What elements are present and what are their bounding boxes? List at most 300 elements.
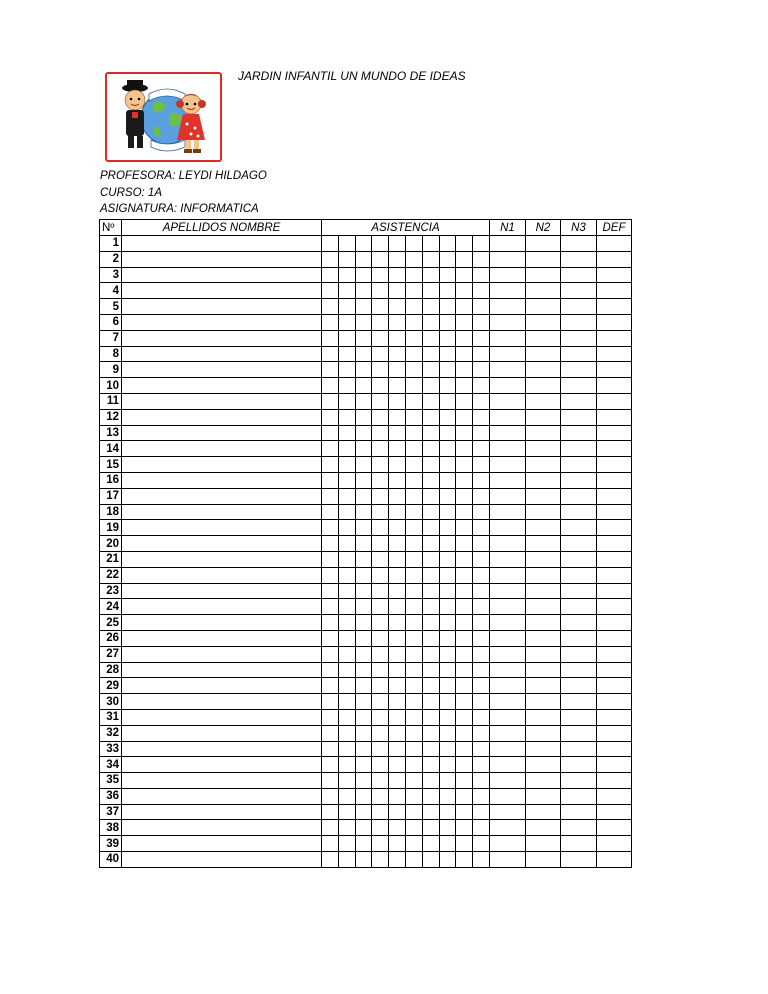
attendance-cell[interactable] xyxy=(405,662,422,678)
attendance-cell[interactable] xyxy=(456,457,473,473)
grade-n1-cell[interactable] xyxy=(489,852,525,868)
attendance-cell[interactable] xyxy=(422,314,439,330)
attendance-cell[interactable] xyxy=(405,378,422,394)
attendance-cell[interactable] xyxy=(389,551,406,567)
grade-n1-cell[interactable] xyxy=(489,788,525,804)
grade-n3-cell[interactable] xyxy=(560,267,596,283)
attendance-cell[interactable] xyxy=(439,425,456,441)
attendance-cell[interactable] xyxy=(389,662,406,678)
attendance-cell[interactable] xyxy=(405,472,422,488)
grade-n1-cell[interactable] xyxy=(489,836,525,852)
attendance-cell[interactable] xyxy=(439,804,456,820)
student-name-cell[interactable] xyxy=(122,393,322,409)
attendance-cell[interactable] xyxy=(405,773,422,789)
student-name-cell[interactable] xyxy=(122,615,322,631)
attendance-cell[interactable] xyxy=(338,551,355,567)
grade-n2-cell[interactable] xyxy=(525,741,560,757)
attendance-cell[interactable] xyxy=(439,599,456,615)
attendance-cell[interactable] xyxy=(372,646,389,662)
attendance-cell[interactable] xyxy=(355,678,372,694)
attendance-cell[interactable] xyxy=(422,788,439,804)
attendance-cell[interactable] xyxy=(473,283,490,299)
grade-n3-cell[interactable] xyxy=(560,694,596,710)
grade-n2-cell[interactable] xyxy=(525,615,560,631)
attendance-cell[interactable] xyxy=(456,804,473,820)
grade-def-cell[interactable] xyxy=(596,393,631,409)
grade-n3-cell[interactable] xyxy=(560,709,596,725)
grade-n3-cell[interactable] xyxy=(560,536,596,552)
attendance-cell[interactable] xyxy=(456,836,473,852)
attendance-cell[interactable] xyxy=(338,472,355,488)
grade-n3-cell[interactable] xyxy=(560,599,596,615)
attendance-cell[interactable] xyxy=(322,820,339,836)
attendance-cell[interactable] xyxy=(473,314,490,330)
attendance-cell[interactable] xyxy=(456,520,473,536)
attendance-cell[interactable] xyxy=(372,757,389,773)
attendance-cell[interactable] xyxy=(322,852,339,868)
attendance-cell[interactable] xyxy=(372,251,389,267)
attendance-cell[interactable] xyxy=(473,567,490,583)
grade-n3-cell[interactable] xyxy=(560,725,596,741)
student-name-cell[interactable] xyxy=(122,773,322,789)
attendance-cell[interactable] xyxy=(422,709,439,725)
student-name-cell[interactable] xyxy=(122,757,322,773)
attendance-cell[interactable] xyxy=(389,267,406,283)
attendance-cell[interactable] xyxy=(322,314,339,330)
grade-n2-cell[interactable] xyxy=(525,773,560,789)
attendance-cell[interactable] xyxy=(372,599,389,615)
attendance-cell[interactable] xyxy=(338,236,355,252)
attendance-cell[interactable] xyxy=(389,488,406,504)
attendance-cell[interactable] xyxy=(439,472,456,488)
attendance-cell[interactable] xyxy=(456,615,473,631)
attendance-cell[interactable] xyxy=(355,615,372,631)
student-name-cell[interactable] xyxy=(122,646,322,662)
grade-def-cell[interactable] xyxy=(596,567,631,583)
attendance-cell[interactable] xyxy=(422,441,439,457)
attendance-cell[interactable] xyxy=(355,646,372,662)
grade-n1-cell[interactable] xyxy=(489,662,525,678)
grade-n2-cell[interactable] xyxy=(525,536,560,552)
grade-n1-cell[interactable] xyxy=(489,551,525,567)
grade-def-cell[interactable] xyxy=(596,314,631,330)
grade-n3-cell[interactable] xyxy=(560,820,596,836)
attendance-cell[interactable] xyxy=(389,804,406,820)
attendance-cell[interactable] xyxy=(473,615,490,631)
student-name-cell[interactable] xyxy=(122,457,322,473)
attendance-cell[interactable] xyxy=(389,330,406,346)
attendance-cell[interactable] xyxy=(338,299,355,315)
attendance-cell[interactable] xyxy=(439,283,456,299)
attendance-cell[interactable] xyxy=(355,393,372,409)
attendance-cell[interactable] xyxy=(322,457,339,473)
attendance-cell[interactable] xyxy=(355,551,372,567)
attendance-cell[interactable] xyxy=(338,378,355,394)
grade-n1-cell[interactable] xyxy=(489,694,525,710)
grade-n3-cell[interactable] xyxy=(560,409,596,425)
attendance-cell[interactable] xyxy=(322,330,339,346)
attendance-cell[interactable] xyxy=(372,804,389,820)
grade-def-cell[interactable] xyxy=(596,362,631,378)
attendance-cell[interactable] xyxy=(338,393,355,409)
attendance-cell[interactable] xyxy=(473,393,490,409)
grade-def-cell[interactable] xyxy=(596,520,631,536)
attendance-cell[interactable] xyxy=(322,836,339,852)
attendance-cell[interactable] xyxy=(422,346,439,362)
attendance-cell[interactable] xyxy=(322,773,339,789)
attendance-cell[interactable] xyxy=(372,662,389,678)
attendance-cell[interactable] xyxy=(338,267,355,283)
attendance-cell[interactable] xyxy=(355,709,372,725)
attendance-cell[interactable] xyxy=(322,694,339,710)
attendance-cell[interactable] xyxy=(439,362,456,378)
attendance-cell[interactable] xyxy=(338,251,355,267)
attendance-cell[interactable] xyxy=(372,283,389,299)
grade-n2-cell[interactable] xyxy=(525,267,560,283)
attendance-cell[interactable] xyxy=(322,567,339,583)
student-name-cell[interactable] xyxy=(122,836,322,852)
attendance-cell[interactable] xyxy=(439,615,456,631)
attendance-cell[interactable] xyxy=(405,425,422,441)
attendance-cell[interactable] xyxy=(456,536,473,552)
attendance-cell[interactable] xyxy=(389,251,406,267)
grade-n3-cell[interactable] xyxy=(560,773,596,789)
attendance-cell[interactable] xyxy=(372,236,389,252)
attendance-cell[interactable] xyxy=(422,804,439,820)
attendance-cell[interactable] xyxy=(389,346,406,362)
grade-n3-cell[interactable] xyxy=(560,583,596,599)
attendance-cell[interactable] xyxy=(405,599,422,615)
grade-n2-cell[interactable] xyxy=(525,694,560,710)
attendance-cell[interactable] xyxy=(355,520,372,536)
attendance-cell[interactable] xyxy=(372,836,389,852)
attendance-cell[interactable] xyxy=(389,820,406,836)
attendance-cell[interactable] xyxy=(322,283,339,299)
attendance-cell[interactable] xyxy=(473,267,490,283)
attendance-cell[interactable] xyxy=(372,362,389,378)
attendance-cell[interactable] xyxy=(322,599,339,615)
grade-n2-cell[interactable] xyxy=(525,662,560,678)
grade-def-cell[interactable] xyxy=(596,236,631,252)
grade-n2-cell[interactable] xyxy=(525,520,560,536)
attendance-cell[interactable] xyxy=(456,393,473,409)
grade-n1-cell[interactable] xyxy=(489,378,525,394)
attendance-cell[interactable] xyxy=(338,425,355,441)
attendance-cell[interactable] xyxy=(322,788,339,804)
attendance-cell[interactable] xyxy=(338,520,355,536)
attendance-cell[interactable] xyxy=(422,472,439,488)
attendance-cell[interactable] xyxy=(456,362,473,378)
attendance-cell[interactable] xyxy=(322,488,339,504)
grade-n3-cell[interactable] xyxy=(560,741,596,757)
student-name-cell[interactable] xyxy=(122,709,322,725)
attendance-cell[interactable] xyxy=(439,836,456,852)
grade-n1-cell[interactable] xyxy=(489,283,525,299)
attendance-cell[interactable] xyxy=(422,852,439,868)
attendance-cell[interactable] xyxy=(355,741,372,757)
student-name-cell[interactable] xyxy=(122,820,322,836)
attendance-cell[interactable] xyxy=(405,441,422,457)
attendance-cell[interactable] xyxy=(338,709,355,725)
student-name-cell[interactable] xyxy=(122,330,322,346)
attendance-cell[interactable] xyxy=(439,788,456,804)
attendance-cell[interactable] xyxy=(355,425,372,441)
attendance-cell[interactable] xyxy=(322,472,339,488)
grade-n1-cell[interactable] xyxy=(489,520,525,536)
attendance-cell[interactable] xyxy=(473,551,490,567)
attendance-cell[interactable] xyxy=(355,820,372,836)
student-name-cell[interactable] xyxy=(122,504,322,520)
attendance-cell[interactable] xyxy=(372,441,389,457)
attendance-cell[interactable] xyxy=(439,709,456,725)
grade-n2-cell[interactable] xyxy=(525,725,560,741)
attendance-cell[interactable] xyxy=(338,362,355,378)
attendance-cell[interactable] xyxy=(322,520,339,536)
grade-n2-cell[interactable] xyxy=(525,678,560,694)
attendance-cell[interactable] xyxy=(456,504,473,520)
grade-def-cell[interactable] xyxy=(596,852,631,868)
student-name-cell[interactable] xyxy=(122,678,322,694)
attendance-cell[interactable] xyxy=(456,346,473,362)
attendance-cell[interactable] xyxy=(439,852,456,868)
attendance-cell[interactable] xyxy=(372,852,389,868)
grade-n1-cell[interactable] xyxy=(489,804,525,820)
attendance-cell[interactable] xyxy=(389,741,406,757)
grade-def-cell[interactable] xyxy=(596,330,631,346)
grade-n2-cell[interactable] xyxy=(525,330,560,346)
attendance-cell[interactable] xyxy=(439,757,456,773)
attendance-cell[interactable] xyxy=(338,330,355,346)
attendance-cell[interactable] xyxy=(439,567,456,583)
student-name-cell[interactable] xyxy=(122,362,322,378)
attendance-cell[interactable] xyxy=(372,520,389,536)
grade-n3-cell[interactable] xyxy=(560,630,596,646)
attendance-cell[interactable] xyxy=(338,836,355,852)
attendance-cell[interactable] xyxy=(439,488,456,504)
attendance-cell[interactable] xyxy=(322,630,339,646)
attendance-cell[interactable] xyxy=(355,757,372,773)
attendance-cell[interactable] xyxy=(389,314,406,330)
grade-n1-cell[interactable] xyxy=(489,583,525,599)
grade-def-cell[interactable] xyxy=(596,551,631,567)
attendance-cell[interactable] xyxy=(456,441,473,457)
attendance-cell[interactable] xyxy=(372,694,389,710)
grade-n2-cell[interactable] xyxy=(525,393,560,409)
attendance-cell[interactable] xyxy=(456,773,473,789)
attendance-cell[interactable] xyxy=(338,599,355,615)
attendance-cell[interactable] xyxy=(405,678,422,694)
grade-def-cell[interactable] xyxy=(596,425,631,441)
attendance-cell[interactable] xyxy=(422,615,439,631)
attendance-cell[interactable] xyxy=(389,441,406,457)
attendance-cell[interactable] xyxy=(473,773,490,789)
attendance-cell[interactable] xyxy=(338,694,355,710)
student-name-cell[interactable] xyxy=(122,314,322,330)
attendance-cell[interactable] xyxy=(405,852,422,868)
attendance-cell[interactable] xyxy=(405,615,422,631)
attendance-cell[interactable] xyxy=(473,299,490,315)
student-name-cell[interactable] xyxy=(122,804,322,820)
grade-n1-cell[interactable] xyxy=(489,773,525,789)
attendance-cell[interactable] xyxy=(372,820,389,836)
grade-n3-cell[interactable] xyxy=(560,378,596,394)
attendance-cell[interactable] xyxy=(473,472,490,488)
attendance-cell[interactable] xyxy=(372,378,389,394)
attendance-cell[interactable] xyxy=(372,425,389,441)
attendance-cell[interactable] xyxy=(355,236,372,252)
attendance-cell[interactable] xyxy=(389,709,406,725)
attendance-cell[interactable] xyxy=(389,457,406,473)
attendance-cell[interactable] xyxy=(372,267,389,283)
grade-def-cell[interactable] xyxy=(596,615,631,631)
grade-def-cell[interactable] xyxy=(596,820,631,836)
attendance-cell[interactable] xyxy=(338,441,355,457)
grade-n2-cell[interactable] xyxy=(525,488,560,504)
attendance-cell[interactable] xyxy=(456,267,473,283)
attendance-cell[interactable] xyxy=(389,236,406,252)
grade-n1-cell[interactable] xyxy=(489,299,525,315)
grade-n3-cell[interactable] xyxy=(560,251,596,267)
attendance-cell[interactable] xyxy=(405,583,422,599)
attendance-cell[interactable] xyxy=(355,788,372,804)
grade-n3-cell[interactable] xyxy=(560,441,596,457)
attendance-cell[interactable] xyxy=(422,283,439,299)
grade-def-cell[interactable] xyxy=(596,299,631,315)
grade-n1-cell[interactable] xyxy=(489,472,525,488)
grade-n3-cell[interactable] xyxy=(560,314,596,330)
attendance-cell[interactable] xyxy=(355,583,372,599)
grade-n1-cell[interactable] xyxy=(489,757,525,773)
attendance-cell[interactable] xyxy=(422,536,439,552)
attendance-cell[interactable] xyxy=(322,299,339,315)
attendance-cell[interactable] xyxy=(422,236,439,252)
grade-n3-cell[interactable] xyxy=(560,852,596,868)
attendance-cell[interactable] xyxy=(439,520,456,536)
attendance-cell[interactable] xyxy=(355,330,372,346)
grade-n1-cell[interactable] xyxy=(489,741,525,757)
attendance-cell[interactable] xyxy=(355,536,372,552)
grade-n3-cell[interactable] xyxy=(560,520,596,536)
attendance-cell[interactable] xyxy=(338,662,355,678)
attendance-cell[interactable] xyxy=(372,536,389,552)
grade-n2-cell[interactable] xyxy=(525,472,560,488)
attendance-cell[interactable] xyxy=(422,583,439,599)
attendance-cell[interactable] xyxy=(389,757,406,773)
attendance-cell[interactable] xyxy=(372,725,389,741)
attendance-cell[interactable] xyxy=(405,362,422,378)
attendance-cell[interactable] xyxy=(456,425,473,441)
attendance-cell[interactable] xyxy=(322,662,339,678)
attendance-cell[interactable] xyxy=(372,615,389,631)
grade-n2-cell[interactable] xyxy=(525,820,560,836)
attendance-cell[interactable] xyxy=(389,520,406,536)
attendance-cell[interactable] xyxy=(456,314,473,330)
attendance-cell[interactable] xyxy=(456,236,473,252)
grade-n1-cell[interactable] xyxy=(489,820,525,836)
attendance-cell[interactable] xyxy=(322,425,339,441)
student-name-cell[interactable] xyxy=(122,472,322,488)
attendance-cell[interactable] xyxy=(473,599,490,615)
attendance-cell[interactable] xyxy=(405,820,422,836)
attendance-cell[interactable] xyxy=(456,757,473,773)
attendance-cell[interactable] xyxy=(405,409,422,425)
attendance-cell[interactable] xyxy=(405,488,422,504)
attendance-cell[interactable] xyxy=(439,457,456,473)
attendance-cell[interactable] xyxy=(405,646,422,662)
student-name-cell[interactable] xyxy=(122,299,322,315)
attendance-cell[interactable] xyxy=(439,725,456,741)
attendance-cell[interactable] xyxy=(355,472,372,488)
grade-n1-cell[interactable] xyxy=(489,615,525,631)
attendance-cell[interactable] xyxy=(338,646,355,662)
student-name-cell[interactable] xyxy=(122,409,322,425)
attendance-cell[interactable] xyxy=(372,409,389,425)
attendance-cell[interactable] xyxy=(473,852,490,868)
attendance-cell[interactable] xyxy=(439,314,456,330)
attendance-cell[interactable] xyxy=(422,599,439,615)
grade-n1-cell[interactable] xyxy=(489,425,525,441)
attendance-cell[interactable] xyxy=(422,836,439,852)
attendance-cell[interactable] xyxy=(439,504,456,520)
grade-n1-cell[interactable] xyxy=(489,630,525,646)
attendance-cell[interactable] xyxy=(405,551,422,567)
attendance-cell[interactable] xyxy=(322,551,339,567)
attendance-cell[interactable] xyxy=(372,741,389,757)
grade-n2-cell[interactable] xyxy=(525,551,560,567)
attendance-cell[interactable] xyxy=(473,788,490,804)
attendance-cell[interactable] xyxy=(322,741,339,757)
grade-n1-cell[interactable] xyxy=(489,362,525,378)
attendance-cell[interactable] xyxy=(439,678,456,694)
grade-n2-cell[interactable] xyxy=(525,314,560,330)
attendance-cell[interactable] xyxy=(322,709,339,725)
attendance-cell[interactable] xyxy=(439,741,456,757)
attendance-cell[interactable] xyxy=(405,725,422,741)
attendance-cell[interactable] xyxy=(355,441,372,457)
attendance-cell[interactable] xyxy=(422,551,439,567)
attendance-cell[interactable] xyxy=(456,725,473,741)
student-name-cell[interactable] xyxy=(122,441,322,457)
attendance-cell[interactable] xyxy=(405,520,422,536)
attendance-cell[interactable] xyxy=(473,441,490,457)
attendance-cell[interactable] xyxy=(473,236,490,252)
attendance-cell[interactable] xyxy=(322,678,339,694)
attendance-cell[interactable] xyxy=(322,504,339,520)
attendance-cell[interactable] xyxy=(405,836,422,852)
grade-n3-cell[interactable] xyxy=(560,283,596,299)
grade-n1-cell[interactable] xyxy=(489,725,525,741)
attendance-cell[interactable] xyxy=(389,378,406,394)
student-name-cell[interactable] xyxy=(122,346,322,362)
grade-n2-cell[interactable] xyxy=(525,283,560,299)
attendance-cell[interactable] xyxy=(473,362,490,378)
grade-def-cell[interactable] xyxy=(596,409,631,425)
grade-def-cell[interactable] xyxy=(596,251,631,267)
attendance-cell[interactable] xyxy=(355,346,372,362)
attendance-cell[interactable] xyxy=(338,346,355,362)
student-name-cell[interactable] xyxy=(122,520,322,536)
attendance-cell[interactable] xyxy=(439,330,456,346)
grade-n1-cell[interactable] xyxy=(489,346,525,362)
attendance-cell[interactable] xyxy=(355,662,372,678)
attendance-cell[interactable] xyxy=(473,741,490,757)
attendance-cell[interactable] xyxy=(405,741,422,757)
attendance-cell[interactable] xyxy=(322,362,339,378)
attendance-cell[interactable] xyxy=(322,804,339,820)
attendance-cell[interactable] xyxy=(372,678,389,694)
attendance-cell[interactable] xyxy=(473,709,490,725)
grade-n3-cell[interactable] xyxy=(560,362,596,378)
